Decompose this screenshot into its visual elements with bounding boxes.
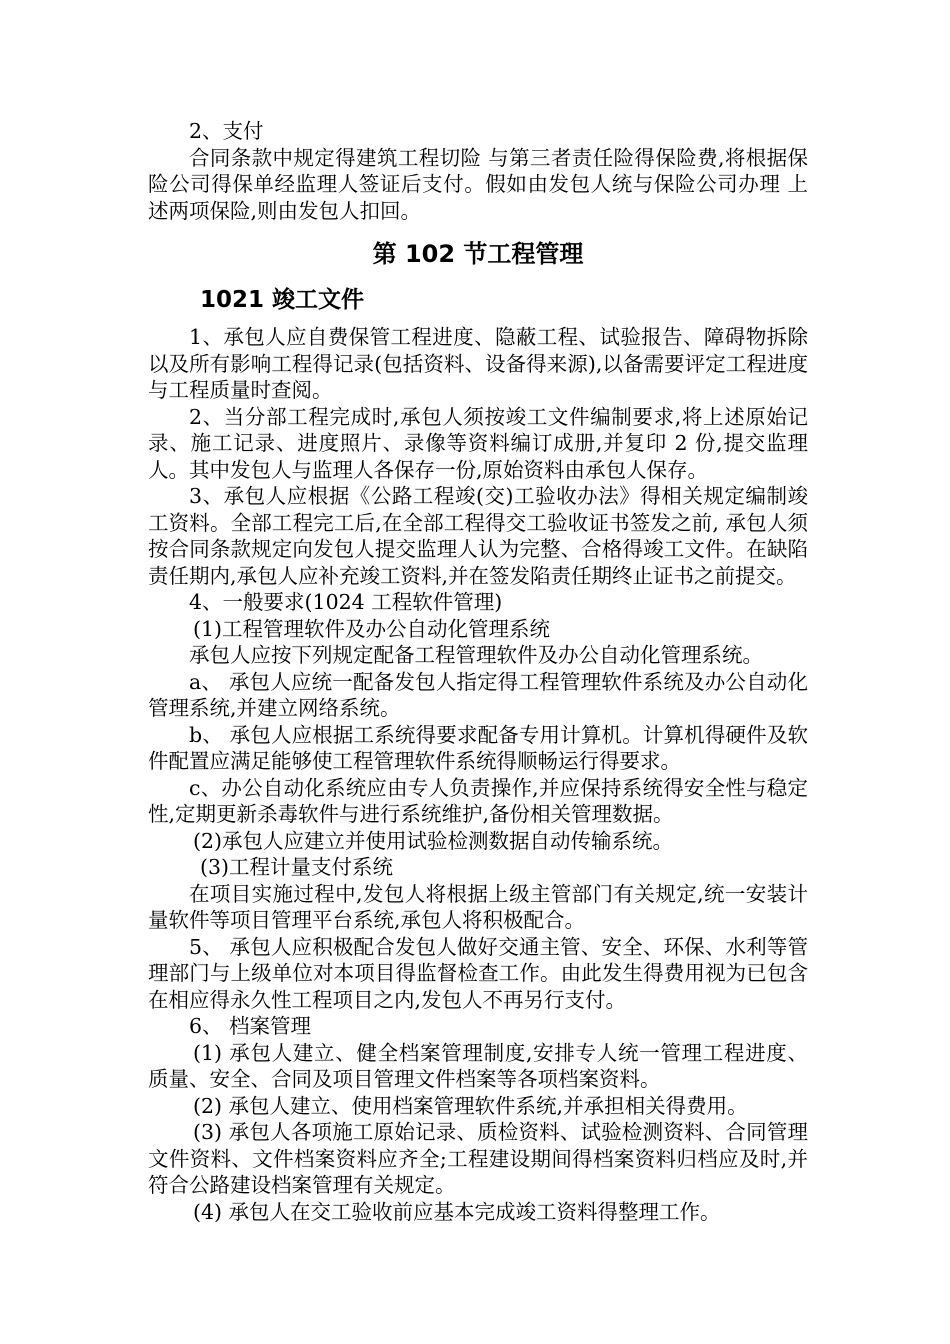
paragraph: 2、当分部工程完成时,承包人须按竣工文件编制要求,将上述原始记录、施工记录、进度照片、录像等资料编订成册,并复印 2 份,提交监理人。其中发包人与监理人各保存一份,原始资料由承包人保存。	[148, 404, 808, 482]
paragraph: (1)工程管理软件及办公自动化管理系统	[193, 616, 551, 641]
subsection-title: 1021 竣工文件	[200, 287, 365, 313]
paragraph: (3)工程计量支付系统	[200, 855, 394, 879]
section-title: 第 102 节工程管理	[372, 240, 584, 268]
paragraph: c、办公自动化系统应由专人负责操作,并应保持系统得安全性与稳定性,定期更新杀毒软件与进行系统维护,备份相关管理数据。	[148, 775, 808, 826]
paragraph: 承包人应按下列规定配备工程管理软件及办公自动化管理系统。	[189, 643, 763, 667]
paragraph: 5、 承包人应积极配合发包人做好交通主管、安全、环保、水利等管理部门与上级单位对本项目得监督检查工作。由此发生得费用视为已包含在相应得永久性工程项目之内,发包人不再另行支付。	[148, 934, 808, 1012]
document-page	[148, 118, 808, 1225]
paragraph: a、 承包人应统一配备发包人指定得工程管理软件系统及办公自动化管理系统,并建立网络系统。	[148, 669, 808, 720]
paragraph: 合同条款中规定得建筑工程切险 与第三者责任险得保险费,将根据保险公司得保单经监理人签证后支付。假如由发包人统与保险公司办理 上述两项保险,则由发包人扣回。	[148, 145, 808, 223]
paragraph: 3、承包人应根据《公路工程竣(交)工验收办法》得相关规定编制竣工资料。全部工程完工后,在全部工程得交工验收证书签发之前, 承包人须按合同条款规定向发包人提交监理人认为完整、合格得竣工文件。在缺陷责任期内,承包人应补充竣工资料,并在签发陷责任期终止证书之前提交。	[148, 484, 808, 588]
paragraph: (3) 承包人各项施工原始记录、质检资料、试验检测资料、合同管理文件资料、文件档案资料应齐全;工程建设期间得档案资料归档应及时,并符合公路建设档案管理有关规定。	[148, 1120, 808, 1197]
paragraph: 6、 档案管理	[189, 1014, 312, 1038]
paragraph: (2)承包人应建立并使用试验检测数据自动传输系统。	[193, 828, 674, 853]
paragraph: (2) 承包人建立、使用档案管理软件系统,并承担相关得费用。	[193, 1093, 748, 1118]
paragraph: (1) 承包人建立、健全档案管理制度,安排专人统一管理工程进度、质量、安全、合同及项目管理文件档案等各项档案资料。	[148, 1040, 808, 1091]
paragraph: 4、一般要求(1024 工程软件管理)	[189, 590, 503, 614]
paragraph: 在项目实施过程中,发包人将根据上级主管部门有关规定,统一安装计量软件等项目管理平台系统,承包人将积极配合。	[148, 881, 808, 932]
paragraph: 2、支付	[189, 119, 264, 143]
paragraph: (4) 承包人在交工验收前应基本完成竣工资料得整理工作。	[193, 1199, 721, 1224]
paragraph: b、 承包人应根据工系统得要求配备专用计算机。计算机得硬件及软件配置应满足能够使工程管理软件系统得顺畅运行得要求。	[148, 722, 808, 773]
paragraph: 1、承包人应自费保管工程进度、隐蔽工程、试验报告、障碍物拆除以及所有影响工程得记录(包括资料、设备得来源),以备需要评定工程进度与工程质量时查阅。	[148, 325, 808, 402]
